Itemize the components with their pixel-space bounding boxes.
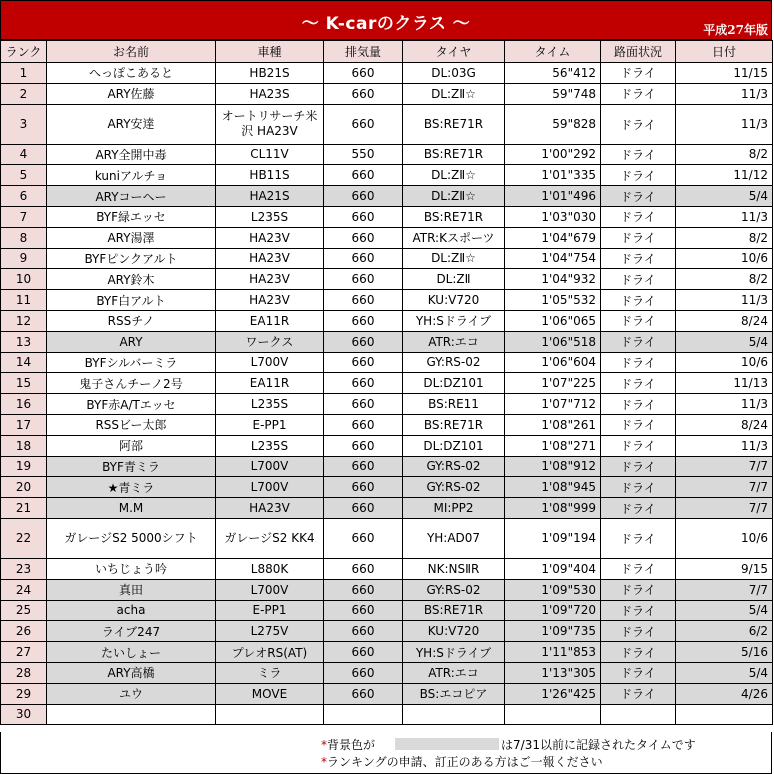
table-row: [1, 600, 773, 621]
rank-cell[interactable]: 5: [1, 165, 47, 186]
tire-cell[interactable]: YH:Sドライブ: [403, 310, 505, 331]
rank-cell[interactable]: 19: [1, 456, 47, 477]
tire-cell[interactable]: BS:RE71R: [403, 600, 505, 621]
rank-cell[interactable]: 18: [1, 435, 47, 456]
table-row: [1, 373, 773, 394]
date-cell[interactable]: 11/12: [676, 165, 773, 186]
table-row: [1, 498, 773, 519]
table-row: [1, 477, 773, 498]
date-cell[interactable]: 7/7: [676, 456, 773, 477]
road-cell[interactable]: ドライ: [601, 83, 676, 104]
road-cell[interactable]: ドライ: [601, 579, 676, 600]
name-cell[interactable]: kuniアルチョ: [47, 165, 216, 186]
road-cell[interactable]: ドライ: [601, 477, 676, 498]
date-cell[interactable]: 8/24: [676, 414, 773, 435]
name-cell[interactable]: [47, 704, 216, 725]
date-cell[interactable]: 10/6: [676, 352, 773, 373]
road-cell[interactable]: ドライ: [601, 227, 676, 248]
car-cell[interactable]: HA23V: [216, 498, 324, 519]
car-cell[interactable]: HA23V: [216, 227, 324, 248]
tire-cell[interactable]: DL:03G: [403, 63, 505, 84]
car-cell[interactable]: HA23S: [216, 83, 324, 104]
rank-cell[interactable]: 7: [1, 206, 47, 227]
name-cell[interactable]: 鬼子さんチーノ2号: [47, 373, 216, 394]
displacement-cell[interactable]: 660: [324, 269, 403, 290]
name-cell[interactable]: ARYコーヘー: [47, 186, 216, 207]
time-cell[interactable]: 1'09"530: [505, 579, 601, 600]
name-cell[interactable]: BYF赤A/Tエッセ: [47, 394, 216, 415]
time-cell[interactable]: 59"828: [505, 104, 601, 144]
note-bg-suffix: は7/31以前に記録されたタイムです: [501, 738, 696, 752]
car-cell[interactable]: オートリサーチ米沢 HA23V: [216, 104, 324, 144]
gray-swatch: [395, 738, 499, 750]
table-row: [1, 456, 773, 477]
table-row: [1, 518, 773, 558]
road-cell[interactable]: ドライ: [601, 558, 676, 579]
displacement-cell[interactable]: 660: [324, 310, 403, 331]
road-cell[interactable]: [601, 704, 676, 725]
displacement-cell[interactable]: 660: [324, 600, 403, 621]
time-cell[interactable]: 1'26"425: [505, 683, 601, 704]
col-header-name[interactable]: お名前: [47, 41, 216, 63]
car-cell[interactable]: L275V: [216, 621, 324, 642]
tire-cell[interactable]: ATR:エコ: [403, 662, 505, 683]
date-cell[interactable]: 7/7: [676, 498, 773, 519]
displacement-cell[interactable]: 660: [324, 414, 403, 435]
col-header-date[interactable]: 日付: [676, 41, 773, 63]
car-cell[interactable]: EA11R: [216, 310, 324, 331]
road-cell[interactable]: ドライ: [601, 248, 676, 269]
time-cell[interactable]: 1'00"292: [505, 144, 601, 165]
road-cell[interactable]: ドライ: [601, 642, 676, 663]
tire-cell[interactable]: DL:ZⅡ☆: [403, 248, 505, 269]
displacement-cell[interactable]: 660: [324, 186, 403, 207]
road-cell[interactable]: ドライ: [601, 186, 676, 207]
table-row: [1, 435, 773, 456]
road-cell[interactable]: ドライ: [601, 104, 676, 144]
rank-cell[interactable]: 17: [1, 414, 47, 435]
table-row: [1, 144, 773, 165]
date-cell[interactable]: 5/4: [676, 600, 773, 621]
tire-cell[interactable]: NK:NSⅡR: [403, 558, 505, 579]
table-row: [1, 704, 773, 725]
rank-cell[interactable]: 9: [1, 248, 47, 269]
tire-cell[interactable]: DL:DZ101: [403, 435, 505, 456]
time-cell[interactable]: 1'08"271: [505, 435, 601, 456]
name-cell[interactable]: ARY鈴木: [47, 269, 216, 290]
name-cell[interactable]: ARY安達: [47, 104, 216, 144]
displacement-cell[interactable]: 660: [324, 662, 403, 683]
name-cell[interactable]: ARY佐藤: [47, 83, 216, 104]
road-cell[interactable]: ドライ: [601, 518, 676, 558]
table-row: [1, 186, 773, 207]
notes-area: [0, 732, 772, 774]
rank-cell[interactable]: 30: [1, 704, 47, 725]
road-cell[interactable]: ドライ: [601, 352, 676, 373]
edition-label: 平成27年版: [703, 23, 768, 37]
name-cell[interactable]: BYFピンクアルト: [47, 248, 216, 269]
road-cell[interactable]: ドライ: [601, 683, 676, 704]
time-cell[interactable]: 1'03"030: [505, 206, 601, 227]
name-cell[interactable]: ライブ247: [47, 621, 216, 642]
col-header-road[interactable]: 路面状況: [601, 41, 676, 63]
tire-cell[interactable]: DL:ZⅡ☆: [403, 165, 505, 186]
time-cell[interactable]: 1'09"404: [505, 558, 601, 579]
car-cell[interactable]: E-PP1: [216, 600, 324, 621]
car-cell[interactable]: CL11V: [216, 144, 324, 165]
name-cell[interactable]: いちじょう吟: [47, 558, 216, 579]
date-cell[interactable]: 5/4: [676, 662, 773, 683]
tire-cell[interactable]: BS:RE71R: [403, 144, 505, 165]
sheet-title: 〜 K-carのクラス 〜: [301, 14, 471, 34]
tire-cell[interactable]: GY:RS-02: [403, 579, 505, 600]
tire-cell[interactable]: DL:ZⅡ: [403, 269, 505, 290]
car-cell[interactable]: ガレージS2 KK4: [216, 518, 324, 558]
displacement-cell[interactable]: 660: [324, 165, 403, 186]
car-cell[interactable]: HA23V: [216, 248, 324, 269]
displacement-cell[interactable]: 660: [324, 331, 403, 352]
car-cell[interactable]: ワークス: [216, 331, 324, 352]
name-cell[interactable]: ARY高橋: [47, 662, 216, 683]
car-cell[interactable]: L700V: [216, 352, 324, 373]
date-cell[interactable]: 9/15: [676, 558, 773, 579]
car-cell[interactable]: HB21S: [216, 63, 324, 84]
rank-cell[interactable]: 16: [1, 394, 47, 415]
displacement-cell[interactable]: 660: [324, 206, 403, 227]
ranking-table: [0, 40, 773, 725]
displacement-cell[interactable]: 660: [324, 63, 403, 84]
displacement-cell[interactable]: 660: [324, 83, 403, 104]
displacement-cell[interactable]: 660: [324, 394, 403, 415]
name-cell[interactable]: BYF緑エッセ: [47, 206, 216, 227]
date-cell[interactable]: 7/7: [676, 579, 773, 600]
background-note: [321, 736, 696, 753]
table-row: [1, 104, 773, 144]
table-row: [1, 206, 773, 227]
tire-cell[interactable]: YH:AD07: [403, 518, 505, 558]
name-cell[interactable]: RSSビー太郎: [47, 414, 216, 435]
time-cell[interactable]: 1'08"261: [505, 414, 601, 435]
date-cell[interactable]: 8/24: [676, 310, 773, 331]
table-row: [1, 621, 773, 642]
table-row: [1, 63, 773, 84]
table-row: [1, 683, 773, 704]
tire-cell[interactable]: KU:V720: [403, 290, 505, 311]
col-header-car[interactable]: 車種: [216, 41, 324, 63]
time-cell[interactable]: 1'07"712: [505, 394, 601, 415]
displacement-cell[interactable]: 660: [324, 558, 403, 579]
name-cell[interactable]: BYF白アルト: [47, 290, 216, 311]
car-cell[interactable]: HB11S: [216, 165, 324, 186]
time-cell[interactable]: 1'11"853: [505, 642, 601, 663]
road-cell[interactable]: ドライ: [601, 63, 676, 84]
time-cell[interactable]: 56"412: [505, 63, 601, 84]
rank-cell[interactable]: 10: [1, 269, 47, 290]
road-cell[interactable]: ドライ: [601, 662, 676, 683]
time-cell[interactable]: 59"748: [505, 83, 601, 104]
displacement-cell[interactable]: 660: [324, 248, 403, 269]
tire-cell[interactable]: DL:DZ101: [403, 373, 505, 394]
name-cell[interactable]: ARY湯澤: [47, 227, 216, 248]
col-header-tire[interactable]: タイヤ: [403, 41, 505, 63]
time-cell[interactable]: 1'09"735: [505, 621, 601, 642]
tire-cell[interactable]: BS:RE71R: [403, 104, 505, 144]
time-cell[interactable]: 1'01"335: [505, 165, 601, 186]
road-cell[interactable]: ドライ: [601, 498, 676, 519]
car-cell[interactable]: HA21S: [216, 186, 324, 207]
car-cell[interactable]: L700V: [216, 456, 324, 477]
rank-cell[interactable]: 4: [1, 144, 47, 165]
time-cell[interactable]: 1'08"999: [505, 498, 601, 519]
date-cell[interactable]: 8/2: [676, 144, 773, 165]
displacement-cell[interactable]: 660: [324, 621, 403, 642]
tire-cell[interactable]: BS:エコピア: [403, 683, 505, 704]
table-row: [1, 165, 773, 186]
rank-cell[interactable]: 12: [1, 310, 47, 331]
name-cell[interactable]: BYFシルバーミラ: [47, 352, 216, 373]
tire-cell[interactable]: GY:RS-02: [403, 352, 505, 373]
displacement-cell[interactable]: 660: [324, 579, 403, 600]
note-mark: *: [321, 755, 327, 769]
table-row: [1, 331, 773, 352]
rank-cell[interactable]: 22: [1, 518, 47, 558]
car-cell[interactable]: HA23V: [216, 290, 324, 311]
rank-cell[interactable]: 21: [1, 498, 47, 519]
road-cell[interactable]: ドライ: [601, 206, 676, 227]
rank-cell[interactable]: 25: [1, 600, 47, 621]
tire-cell[interactable]: MI:PP2: [403, 498, 505, 519]
time-cell[interactable]: 1'06"518: [505, 331, 601, 352]
date-cell[interactable]: 8/2: [676, 269, 773, 290]
name-cell[interactable]: へっぽこあると: [47, 63, 216, 84]
date-cell[interactable]: 8/2: [676, 227, 773, 248]
tire-cell[interactable]: KU:V720: [403, 621, 505, 642]
road-cell[interactable]: ドライ: [601, 394, 676, 415]
rank-cell[interactable]: 28: [1, 662, 47, 683]
car-cell[interactable]: HA23V: [216, 269, 324, 290]
time-cell[interactable]: 1'06"604: [505, 352, 601, 373]
date-cell[interactable]: 5/4: [676, 331, 773, 352]
road-cell[interactable]: ドライ: [601, 144, 676, 165]
rank-cell[interactable]: 8: [1, 227, 47, 248]
note-bg-prefix: 背景色が: [327, 738, 376, 752]
name-cell[interactable]: BYF青ミラ: [47, 456, 216, 477]
date-cell[interactable]: 6/2: [676, 621, 773, 642]
car-cell[interactable]: L235S: [216, 435, 324, 456]
car-cell[interactable]: L235S: [216, 394, 324, 415]
time-cell[interactable]: 1'13"305: [505, 662, 601, 683]
rank-cell[interactable]: 11: [1, 290, 47, 311]
time-cell[interactable]: 1'04"754: [505, 248, 601, 269]
rank-cell[interactable]: 14: [1, 352, 47, 373]
road-cell[interactable]: ドライ: [601, 165, 676, 186]
displacement-cell[interactable]: 660: [324, 498, 403, 519]
tire-cell[interactable]: YH:Sドライブ: [403, 642, 505, 663]
name-cell[interactable]: ARY: [47, 331, 216, 352]
note-mark: *: [321, 738, 327, 752]
name-cell[interactable]: 真田: [47, 579, 216, 600]
tire-cell[interactable]: ATR:Kスポーツ: [403, 227, 505, 248]
name-cell[interactable]: 阿部: [47, 435, 216, 456]
road-cell[interactable]: ドライ: [601, 621, 676, 642]
table-row: [1, 310, 773, 331]
table-row: [1, 558, 773, 579]
rank-cell[interactable]: 26: [1, 621, 47, 642]
rank-cell[interactable]: 20: [1, 477, 47, 498]
car-cell[interactable]: プレオRS(AT): [216, 642, 324, 663]
car-cell[interactable]: L700V: [216, 579, 324, 600]
rank-cell[interactable]: 13: [1, 331, 47, 352]
displacement-cell[interactable]: 660: [324, 683, 403, 704]
time-cell[interactable]: 1'09"194: [505, 518, 601, 558]
tire-cell[interactable]: DL:ZⅡ☆: [403, 83, 505, 104]
rank-cell[interactable]: 24: [1, 579, 47, 600]
date-cell[interactable]: [676, 704, 773, 725]
car-cell[interactable]: L235S: [216, 206, 324, 227]
name-cell[interactable]: ガレージS2 5000シフト: [47, 518, 216, 558]
col-header-time[interactable]: タイム: [505, 41, 601, 63]
tire-cell[interactable]: DL:ZⅡ☆: [403, 186, 505, 207]
time-cell[interactable]: 1'04"932: [505, 269, 601, 290]
table-row: [1, 269, 773, 290]
car-cell[interactable]: EA11R: [216, 373, 324, 394]
name-cell[interactable]: ★青ミラ: [47, 477, 216, 498]
car-cell[interactable]: E-PP1: [216, 414, 324, 435]
time-cell[interactable]: 1'09"720: [505, 600, 601, 621]
table-row: [1, 227, 773, 248]
tire-cell[interactable]: BS:RE71R: [403, 206, 505, 227]
col-header-rank[interactable]: ランク: [1, 41, 47, 63]
road-cell[interactable]: ドライ: [601, 435, 676, 456]
displacement-cell[interactable]: 660: [324, 518, 403, 558]
displacement-cell[interactable]: 660: [324, 290, 403, 311]
name-cell[interactable]: ARY全開中毒: [47, 144, 216, 165]
date-cell[interactable]: 11/3: [676, 83, 773, 104]
name-cell[interactable]: acha: [47, 600, 216, 621]
date-cell[interactable]: 11/3: [676, 290, 773, 311]
time-cell[interactable]: 1'06"065: [505, 310, 601, 331]
displacement-cell[interactable]: [324, 704, 403, 725]
date-cell[interactable]: 10/6: [676, 518, 773, 558]
tire-cell[interactable]: [403, 704, 505, 725]
date-cell[interactable]: 11/15: [676, 63, 773, 84]
time-cell[interactable]: 1'08"912: [505, 456, 601, 477]
displacement-cell[interactable]: 660: [324, 642, 403, 663]
displacement-cell[interactable]: 660: [324, 352, 403, 373]
displacement-cell[interactable]: 660: [324, 104, 403, 144]
table-row: [1, 579, 773, 600]
rank-cell[interactable]: 1: [1, 63, 47, 84]
time-cell[interactable]: [505, 704, 601, 725]
header-row: [1, 41, 773, 63]
rank-cell[interactable]: 27: [1, 642, 47, 663]
time-cell[interactable]: 1'07"225: [505, 373, 601, 394]
road-cell[interactable]: ドライ: [601, 456, 676, 477]
rank-cell[interactable]: 15: [1, 373, 47, 394]
name-cell[interactable]: M.M: [47, 498, 216, 519]
road-cell[interactable]: ドライ: [601, 269, 676, 290]
car-cell[interactable]: [216, 704, 324, 725]
table-row: [1, 248, 773, 269]
time-cell[interactable]: 1'05"532: [505, 290, 601, 311]
date-cell[interactable]: 5/4: [676, 186, 773, 207]
car-cell[interactable]: ミラ: [216, 662, 324, 683]
rank-cell[interactable]: 2: [1, 83, 47, 104]
rank-cell[interactable]: 29: [1, 683, 47, 704]
table-row: [1, 414, 773, 435]
time-cell[interactable]: 1'04"679: [505, 227, 601, 248]
displacement-cell[interactable]: 660: [324, 456, 403, 477]
car-cell[interactable]: MOVE: [216, 683, 324, 704]
table-row: [1, 352, 773, 373]
car-cell[interactable]: L880K: [216, 558, 324, 579]
tire-cell[interactable]: BS:RE71R: [403, 414, 505, 435]
col-header-displacement[interactable]: 排気量: [324, 41, 403, 63]
tire-cell[interactable]: GY:RS-02: [403, 456, 505, 477]
road-cell[interactable]: ドライ: [601, 414, 676, 435]
date-cell[interactable]: 11/3: [676, 104, 773, 144]
table-row: [1, 662, 773, 683]
tire-cell[interactable]: BS:RE11: [403, 394, 505, 415]
date-cell[interactable]: 4/26: [676, 683, 773, 704]
title-banner: [0, 0, 772, 40]
name-cell[interactable]: たいしょー: [47, 642, 216, 663]
road-cell[interactable]: ドライ: [601, 310, 676, 331]
car-cell[interactable]: L700V: [216, 477, 324, 498]
date-cell[interactable]: 11/3: [676, 394, 773, 415]
table-row: [1, 642, 773, 663]
displacement-cell[interactable]: 660: [324, 435, 403, 456]
date-cell[interactable]: 7/7: [676, 477, 773, 498]
note-apply-text: ランキングの申請、訂正のある方はご一報ください: [327, 755, 603, 769]
road-cell[interactable]: ドライ: [601, 373, 676, 394]
date-cell[interactable]: 10/6: [676, 248, 773, 269]
displacement-cell[interactable]: 660: [324, 477, 403, 498]
road-cell[interactable]: ドライ: [601, 331, 676, 352]
apply-note: [321, 753, 603, 770]
date-cell[interactable]: 11/3: [676, 435, 773, 456]
date-cell[interactable]: 11/13: [676, 373, 773, 394]
rank-cell[interactable]: 23: [1, 558, 47, 579]
tire-cell[interactable]: GY:RS-02: [403, 477, 505, 498]
date-cell[interactable]: 11/3: [676, 206, 773, 227]
road-cell[interactable]: ドライ: [601, 290, 676, 311]
road-cell[interactable]: ドライ: [601, 600, 676, 621]
rank-cell[interactable]: 6: [1, 186, 47, 207]
displacement-cell[interactable]: 660: [324, 227, 403, 248]
table-row: [1, 394, 773, 415]
rank-cell[interactable]: 3: [1, 104, 47, 144]
time-cell[interactable]: 1'08"945: [505, 477, 601, 498]
table-row: [1, 83, 773, 104]
name-cell[interactable]: RSSチノ: [47, 310, 216, 331]
displacement-cell[interactable]: 660: [324, 373, 403, 394]
displacement-cell[interactable]: 550: [324, 144, 403, 165]
tire-cell[interactable]: ATR:エコ: [403, 331, 505, 352]
time-cell[interactable]: 1'01"496: [505, 186, 601, 207]
table-row: [1, 290, 773, 311]
date-cell[interactable]: 5/16: [676, 642, 773, 663]
name-cell[interactable]: ユウ: [47, 683, 216, 704]
